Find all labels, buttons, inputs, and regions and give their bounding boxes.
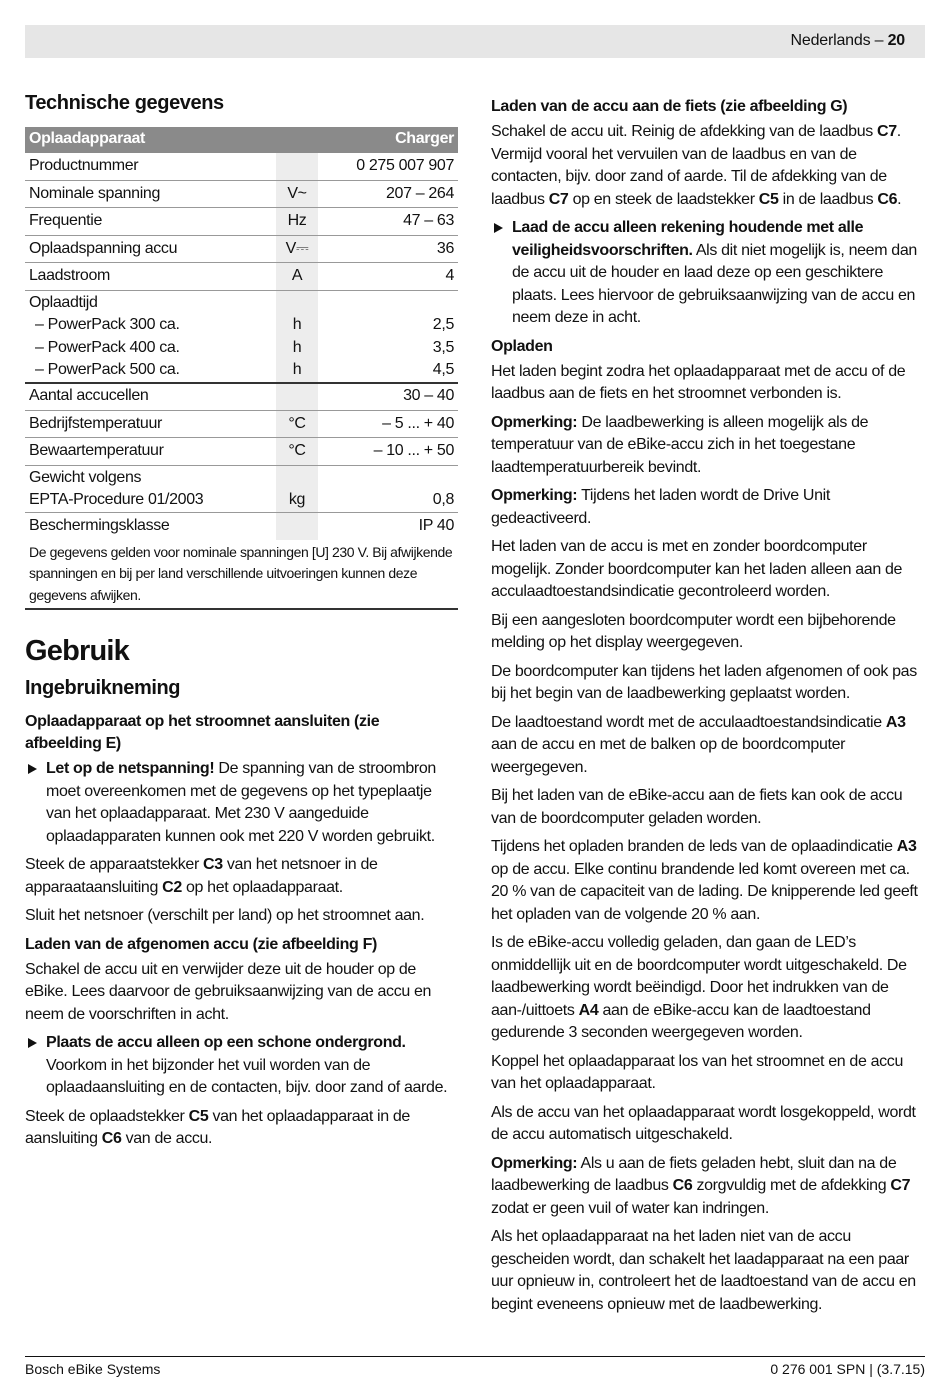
spec-value: – 10 ... + 50 — [318, 438, 458, 466]
subsection-title: Laden van de afgenomen accu (zie afbeelding F) — [25, 935, 377, 953]
ref-label: C7 — [548, 190, 569, 208]
spec-row — [25, 180, 458, 208]
header-text — [791, 32, 905, 50]
spec-value: 207 – 264 — [318, 180, 458, 208]
note-label: Opmerking: — [491, 487, 578, 504]
subsection-title: Opladen — [491, 337, 553, 355]
charge-time-item: – PowerPack 400 ca. — [35, 338, 180, 356]
spec-row — [25, 410, 458, 438]
section-title: Ingebruikneming — [25, 676, 181, 699]
ref-label: C5 — [188, 1107, 209, 1125]
charge-time-value: 2,5 — [432, 316, 454, 333]
spec-footnote: De gegevens gelden voor nominale spanningen [U] 230 V. Bij afwijkende spanningen en bij per land verschillende uitvoeringen kunnen deze gegevens afwijken. — [25, 540, 458, 611]
bullet-bold-text: Let op de netspanning! — [46, 760, 215, 777]
spec-row — [25, 383, 458, 411]
note-label: Opmerking: — [491, 413, 578, 431]
note-label: Opmerking: — [491, 1154, 578, 1172]
page-header — [25, 25, 925, 58]
left-column — [25, 92, 458, 1157]
note-paragraph: Opmerking: De laadbewerking is alleen mogelijk als de temperatuur van de eBike-accu zich in het toegestane laadtemperatuurbereik bevindt. — [491, 413, 869, 476]
paragraph: Steek de oplaadstekker C5 van het oplaadapparaat in de aansluiting C6 van de accu. — [25, 1107, 410, 1147]
charge-time-item: – PowerPack 300 ca. — [35, 316, 180, 333]
footer-right: 0 276 001 SPN | (3.7.15) — [770, 1361, 925, 1377]
spec-label: Bedrijfstemperatuur — [25, 410, 276, 438]
spec-value: – 5 ... + 40 — [318, 410, 458, 438]
ref-label: C2 — [162, 878, 182, 896]
paragraph: De laadtoestand wordt met de acculaadtoestandsindicatie A3 aan de accu en met de balken op de boordcomputer weergegeven. — [491, 713, 906, 776]
paragraph: Tijdens het opladen branden de leds van de oplaadindicatie A3 op de accu. Elke continu brandende led komt overeen met ca. 20 % van de capaciteit van de lading. De knipperende led geeft het opladen van de volgende 20 % aan. — [491, 838, 918, 923]
spec-label: Aantal accucellen — [25, 383, 276, 411]
subsection-title: Oplaadapparaat op het stroomnet aansluiten (zie afbeelding E) — [25, 713, 380, 752]
ref-label: C5 — [758, 190, 779, 208]
spec-row-charge-time — [25, 290, 458, 383]
note-paragraph: Opmerking: Tijdens het laden wordt de Drive Unit gedeactiveerd. — [491, 487, 830, 527]
paragraph: De boordcomputer kan tijdens het laden afgenomen of ook pas bij het begin van de laadbewerking geplaatst worden. — [491, 662, 917, 702]
paragraph: Schakel de accu uit en verwijder deze uit de houder op de eBike. Lees daarvoor de gebruiksaanwijzing van de accu en neem de voorschriften in acht. — [25, 960, 432, 1023]
ref-label: C3 — [203, 856, 223, 873]
spec-value — [318, 290, 458, 383]
bullet-item — [25, 1032, 458, 1100]
charge-time-label: Oplaadtijd — [29, 293, 98, 311]
paragraph: Is de eBike-accu volledig geladen, dan gaan de LED’s onmiddellijk uit en de boordcomputer wordt uitgeschakeld. De laadbewerking wordt beëindigd. Door het indrukken van de aan-/uittoets A4 aan de eBike-accu kan de laadtoestand gedurende 3 seconden weergegeven worden. — [491, 934, 907, 1041]
bullet-item — [491, 217, 925, 330]
spec-table — [25, 127, 458, 540]
bullet-bold-text: Plaats de accu alleen op een schone ondergrond. — [46, 1034, 406, 1051]
charge-time-value: 4,5 — [432, 361, 454, 378]
spec-label: Bewaartemperatuur — [25, 438, 276, 466]
bullet-item — [25, 758, 458, 848]
paragraph: Als de accu van het oplaadapparaat wordt losgekoppeld, wordt de accu automatisch uitgeschakeld. — [491, 1103, 916, 1143]
page-number: 20 — [887, 32, 905, 49]
footer-left: Bosch eBike Systems — [25, 1361, 161, 1377]
spec-value — [318, 465, 458, 512]
bullet-text: Als dit niet mogelijk is, neem dan de accu uit de houder en laad deze op een geschiktere plaats. Lees hiervoor de gebruiksaanwijzing van de accu en neem deze in acht. — [512, 241, 917, 326]
spec-unit: A — [276, 263, 318, 291]
paragraph: Het laden begint zodra het oplaadapparaat met de accu of de laadbus aan de fiets en het stroomnet verbonden is. — [491, 362, 906, 402]
spec-unit: Hz — [276, 208, 318, 236]
chapter-title: Gebruik — [25, 635, 129, 667]
header-separator: – — [870, 32, 888, 49]
weight-value: 0,8 — [432, 491, 454, 508]
spec-unit — [276, 512, 318, 540]
tech-data-title: Technische gegevens — [25, 92, 224, 114]
spec-label: Nominale spanning — [25, 180, 276, 208]
weight-label-1: Gewicht volgens — [29, 468, 142, 486]
paragraph: Als het oplaadapparaat na het laden niet van de accu gescheiden wordt, dan schakelt het laadapparaat na een paar uur opnieuw in, controleert het de laadtoestand van de accu en begint eveneens opnieuw met de laadbewerking. — [491, 1228, 916, 1313]
paragraph: Koppel het oplaadapparaat los van het stroomnet en de accu van het oplaadapparaat. — [491, 1052, 904, 1092]
footer-divider — [25, 1356, 925, 1357]
spec-row — [25, 512, 458, 540]
paragraph: Bij het laden van de eBike-accu aan de fiets kan ook de accu van de boordcomputer geladen worden. — [491, 787, 903, 827]
spec-table-header — [25, 127, 458, 153]
paragraph: Bij een aangesloten boordcomputer wordt een bijbehorende melding op het display weergegeven. — [491, 611, 896, 651]
ref-label: A3 — [885, 713, 906, 731]
paragraph: Sluit het netsnoer (verschilt per land) op het stroomnet aan. — [25, 907, 425, 924]
paragraph: Steek de apparaatstekker C3 van het netsnoer in de apparaataansluiting C2 op het oplaadapparaat. — [25, 856, 378, 896]
ref-label: C6 — [672, 1177, 693, 1194]
spec-row — [25, 438, 458, 466]
spec-header-label: Oplaadapparaat — [25, 127, 318, 153]
spec-label: Productnummer — [25, 153, 276, 181]
spec-value: IP 40 — [418, 516, 454, 534]
bullet-text: De spanning van de stroombron moet overeenkomen met de gegevens op het typeplaatje van het oplaadapparaat. Met 230 V aangeduide oplaadapparaten kunnen ook met 220 V worden gebruikt. — [46, 760, 436, 845]
header-language: Nederlands — [790, 32, 871, 49]
spec-unit: V⎓ — [276, 235, 318, 263]
spec-label: Oplaadspanning accu — [25, 235, 276, 263]
charge-time-unit: h — [292, 361, 302, 378]
spec-unit: °C — [276, 438, 318, 466]
right-column — [491, 96, 925, 1322]
ref-label: A3 — [896, 838, 917, 855]
spec-unit: °C — [276, 410, 318, 438]
ref-label: A4 — [578, 1001, 599, 1019]
charge-time-item: – PowerPack 500 ca. — [35, 361, 180, 378]
spec-value: 30 – 40 — [318, 383, 458, 411]
spec-row — [25, 153, 458, 181]
spec-label: Frequentie — [25, 208, 276, 236]
ref-label: C7 — [877, 123, 897, 140]
subsection-title: Laden van de accu aan de fiets (zie afbeelding G) — [491, 98, 848, 115]
spec-row — [25, 235, 458, 263]
spec-unit — [276, 290, 318, 383]
ref-label: C6 — [101, 1130, 122, 1147]
spec-row — [25, 208, 458, 236]
bullet-bold-text: Laad de accu alleen rekening houdende met alle veiligheidsvoorschriften. — [512, 219, 864, 259]
ref-label: C6 — [877, 190, 898, 208]
spec-label: Laadstroom — [25, 263, 276, 291]
spec-unit: V~ — [276, 180, 318, 208]
weight-unit: kg — [288, 491, 306, 508]
spec-value: 47 – 63 — [318, 208, 458, 236]
charge-time-value: 3,5 — [432, 338, 454, 356]
spec-row — [25, 263, 458, 291]
spec-unit — [276, 465, 318, 512]
weight-label-2: EPTA-Procedure 01/2003 — [29, 491, 204, 508]
spec-label — [25, 465, 276, 512]
spec-unit — [276, 383, 318, 411]
spec-unit — [276, 153, 318, 181]
paragraph: Het laden van de accu is met en zonder boordcomputer mogelijk. Zonder boordcomputer kan het laden alleen aan de acculaadtoestandsindicatie gecontroleerd worden. — [491, 538, 903, 600]
spec-value: 4 — [318, 263, 458, 291]
spec-row-weight — [25, 465, 458, 512]
note-paragraph: Opmerking: Als u aan de fiets geladen hebt, sluit dan na de laadbewerking de laadbus C6 zorgvuldig met de afdekking C7 zodat er geen vuil of water kan indringen. — [491, 1154, 911, 1217]
bullet-text: Voorkom in het bijzonder het vuil worden van de oplaadaansluiting en de contacten, bijv. door zand of aarde. — [46, 1056, 448, 1096]
spec-value: 36 — [318, 235, 458, 263]
charge-time-unit: h — [292, 338, 302, 356]
spec-header-value: Charger — [318, 127, 458, 153]
spec-value: 0 275 007 907 — [318, 153, 458, 181]
spec-label — [25, 290, 276, 383]
ref-label: C7 — [890, 1177, 911, 1194]
charge-time-unit: h — [292, 316, 302, 333]
spec-label: Beschermingsklasse — [29, 516, 170, 534]
paragraph: Schakel de accu uit. Reinig de afdekking van de laadbus C7. Vermijd vooral het vervuilen van de laadbus en van de contacten, bijv. door zand of aarde. Til de afdekking van de laadbus C7 op en steek de laadstekker C5 in de laadbus C6. — [491, 123, 902, 208]
